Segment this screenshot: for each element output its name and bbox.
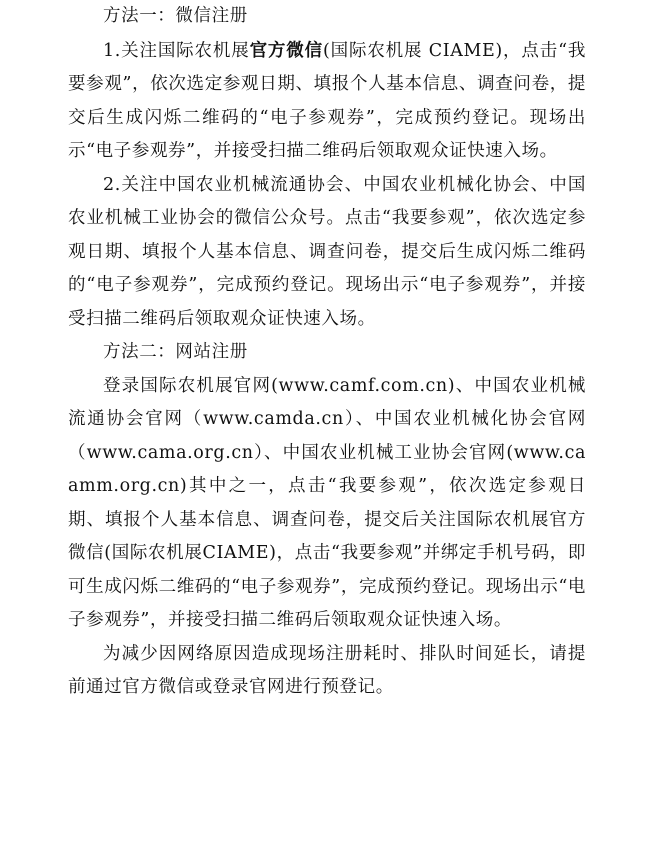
method1-item1-prefix: 1.关注国际农机展	[103, 40, 250, 61]
method2-heading: 方法二：网站注册	[103, 342, 248, 362]
method1-item1-bold: 官方微信	[249, 40, 323, 61]
method1-item1	[68, 35, 586, 169]
registration-note: 为减少因网络原因造成现场注册耗时、排队时间延长，请提前通过官方微信或登录官网进行预登记。	[68, 643, 586, 697]
method1-item2: 2.关注中国农业机械流通协会、中国农业机械化协会、中国农业机械工业协会的微信公众号。点击“我要参观”，依次选定参观日期、填报个人基本信息、调查问卷，提交后生成闪烁二维码的“电子参观券”，完成预约登记。现场出示“电子参观券”，并接受扫描二维码后领取观众证快速入场。	[68, 174, 586, 329]
method2-body: 登录国际农机展官网(www.camf.com.cn)、中国农业机械流通协会官网（www.camda.cn）、中国农业机械化协会官网（www.cama.org.cn）、中国农业机械工业协会官网(www.caamm.org.cn)其中之一，点击“我要参观”，依次选定参观日期、填报个人基本信息、调查问卷，提交后关注国际农机展官方微信(国际农机展CIAME)，点击“我要参观”并绑定手机号码，即可生成闪烁二维码的“电子参观券”，完成预约登记。现场出示“电子参观券”，并接受扫描二维码后领取观众证快速入场。	[68, 375, 586, 630]
document-body	[68, 0, 586, 705]
method1-heading: 方法一：微信注册	[103, 6, 248, 26]
method1-item1-rest: (国际农机展 CIAME)，点击“我要参观”，依次选定参观日期、填报个人基本信息、调查问卷，提交后生成闪烁二维码的“电子参观券”，完成预约登记。现场出示“电子参观券”，并接受扫描二维码后领取观众证快速入场。	[68, 40, 586, 161]
